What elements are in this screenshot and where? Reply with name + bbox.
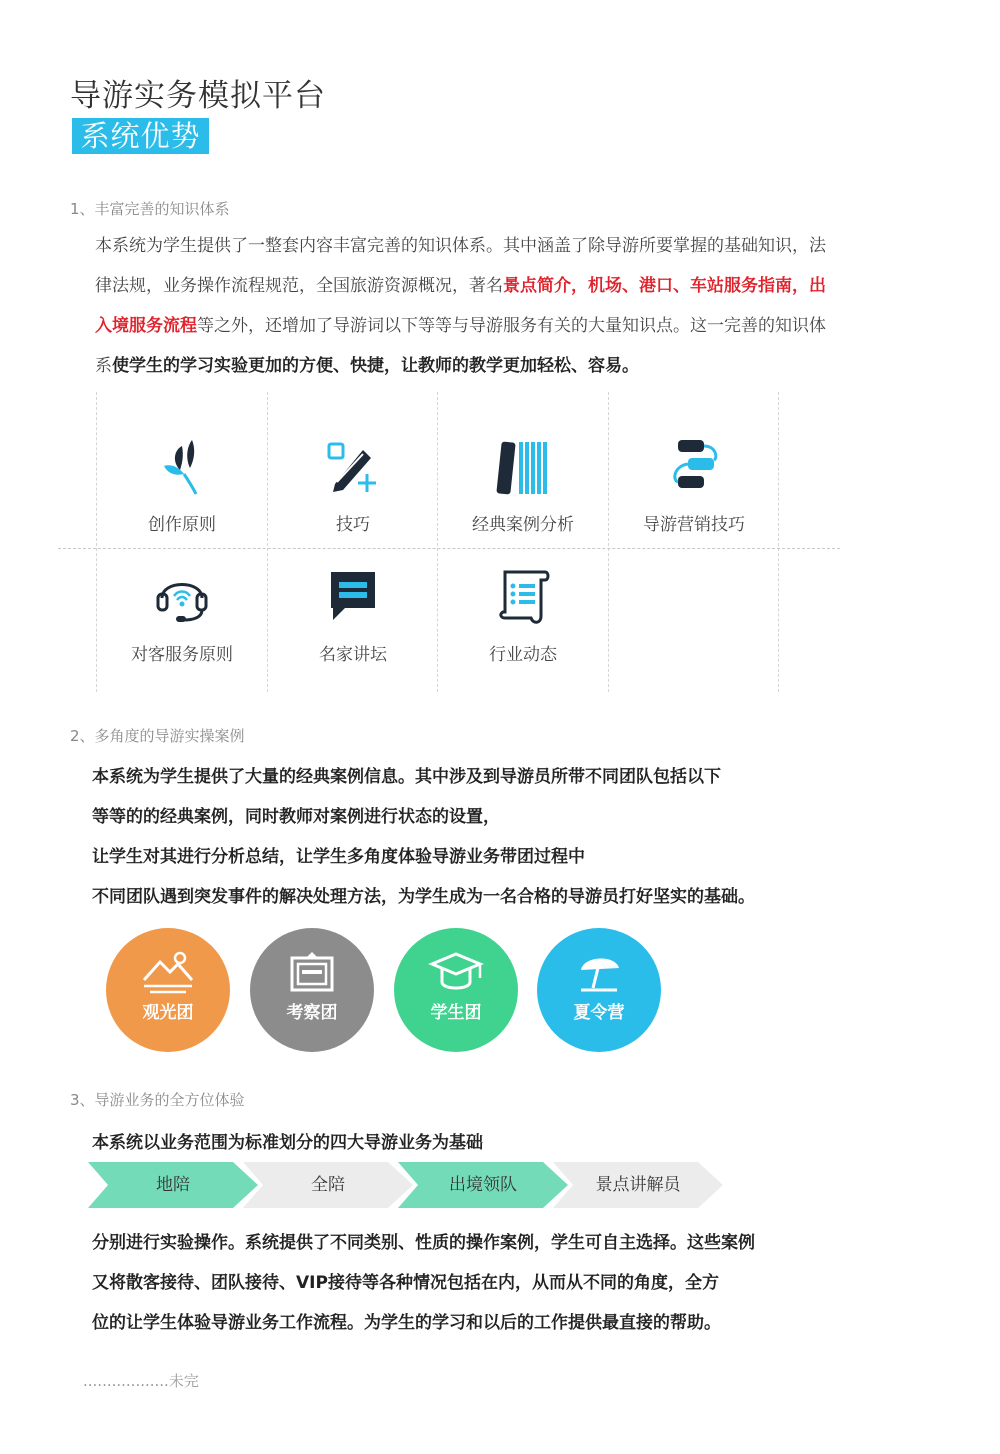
team-type-label: 夏令营 <box>573 1003 625 1023</box>
scroll-list-icon <box>493 566 553 626</box>
para-line: 又将散客接待、团队接待、VIP接待等各种情况包括在内，从而从不同的角度，全方 <box>92 1273 719 1293</box>
step-label: 景点讲解员 <box>595 1175 681 1195</box>
section-3-title: 3、导游业务的全方位体验 <box>70 1091 245 1109</box>
section-1-title: 1、丰富完善的知识体系 <box>70 200 230 218</box>
team-type-student[interactable] <box>394 928 518 1052</box>
grid-item-label: 名家讲坛 <box>319 645 387 665</box>
text: 本系统为学生提供了一整套内容丰富完善的知识体系。其中涵盖了除导游所要掌握的基础知识，法 <box>95 236 826 256</box>
grid-item-forum[interactable] <box>268 566 438 665</box>
grid-item-label: 行业动态 <box>489 645 557 665</box>
grid-item-marketing[interactable] <box>609 436 779 535</box>
section-tag: 系统优势 <box>72 118 209 154</box>
flow-icon <box>664 436 724 496</box>
team-type-inspection[interactable] <box>250 928 374 1052</box>
para-line <box>95 226 895 266</box>
highlight-text: 入境服务流程 <box>95 316 197 336</box>
highlight-text: 景点简介，机场、港口、车站服务指南，出 <box>503 276 826 296</box>
step-outbound-leader[interactable] <box>398 1162 568 1208</box>
section-2-paragraph <box>92 762 892 922</box>
section-2-title: 2、多角度的导游实操案例 <box>70 727 245 745</box>
chat-bubble-icon <box>323 566 383 626</box>
text: 律法规，业务操作流程规范，全国旅游资源概况，著名 <box>95 276 503 296</box>
section-1-paragraph <box>95 226 895 386</box>
graduation-cap-icon <box>428 950 484 994</box>
books-icon <box>493 436 553 496</box>
step-national-guide[interactable] <box>243 1162 413 1208</box>
para-line <box>95 306 895 346</box>
team-type-summer-camp[interactable] <box>537 928 661 1052</box>
grid-item-label: 导游营销技巧 <box>643 515 745 535</box>
text: 等之外，还增加了导游词以下等等与导游服务有关的大量知识点。这一完善的知识体 <box>197 316 826 336</box>
team-type-label: 观光团 <box>142 1003 194 1023</box>
para-line: 本系统为学生提供了大量的经典案例信息。其中涉及到导游员所带不同团队包括以下 <box>92 767 721 787</box>
section-3-paragraph <box>92 1228 912 1348</box>
grid-item-service[interactable] <box>97 566 267 665</box>
grid-divider <box>58 548 840 549</box>
grid-item-cases[interactable] <box>438 436 608 535</box>
text: 系 <box>95 356 112 376</box>
beach-umbrella-icon <box>571 950 627 994</box>
para-line: 等等的的经典案例，同时教师对案例进行状态的设置， <box>92 807 500 827</box>
grid-item-label: 创作原则 <box>148 515 216 535</box>
step-label: 地陪 <box>156 1175 190 1195</box>
bold-text: 使学生的学习实验更加的方便、快捷，让教师的教学更加轻松、容易。 <box>112 356 639 376</box>
step-scenic-guide[interactable] <box>553 1162 723 1208</box>
grid-item-news[interactable] <box>438 566 608 665</box>
para-line: 位的让学生体验导游业务工作流程。为学生的学习和以后的工作提供最直接的帮助。 <box>92 1313 721 1333</box>
para-line: 分别进行实验操作。系统提供了不同类别、性质的操作案例，学生可自主选择。这些案例 <box>92 1233 755 1253</box>
footer-unfinished: ..................未完 <box>83 1372 199 1390</box>
grid-item-label: 技巧 <box>336 515 370 535</box>
step-local-guide[interactable] <box>88 1162 258 1208</box>
grid-item-label: 对客服务原则 <box>131 645 233 665</box>
team-type-label: 考察团 <box>286 1003 338 1023</box>
grid-item-label: 经典案例分析 <box>472 515 574 535</box>
bamboo-leaf-icon <box>152 436 212 496</box>
section-3-intro: 本系统以业务范围为标准划分的四大导游业务为基础 <box>92 1133 483 1153</box>
headset-icon <box>152 566 212 626</box>
grid-item-skill[interactable] <box>268 436 438 535</box>
team-type-label: 学生团 <box>430 1003 482 1023</box>
screen-icon <box>284 950 340 994</box>
para-line: 让学生对其进行分析总结，让学生多角度体验导游业务带团过程中 <box>92 847 585 867</box>
landscape-icon <box>140 950 196 994</box>
para-line: 不同团队遇到突发事件的解决处理方法，为学生成为一名合格的导游员打好坚实的基础。 <box>92 887 755 907</box>
pencil-plus-icon <box>323 436 383 496</box>
para-line <box>95 266 895 306</box>
team-type-sightseeing[interactable] <box>106 928 230 1052</box>
page-title: 导游实务模拟平台 <box>70 78 326 114</box>
step-label: 出境领队 <box>449 1175 517 1195</box>
para-line <box>95 346 895 386</box>
grid-item-creation[interactable] <box>97 436 267 535</box>
step-label: 全陪 <box>311 1175 345 1195</box>
